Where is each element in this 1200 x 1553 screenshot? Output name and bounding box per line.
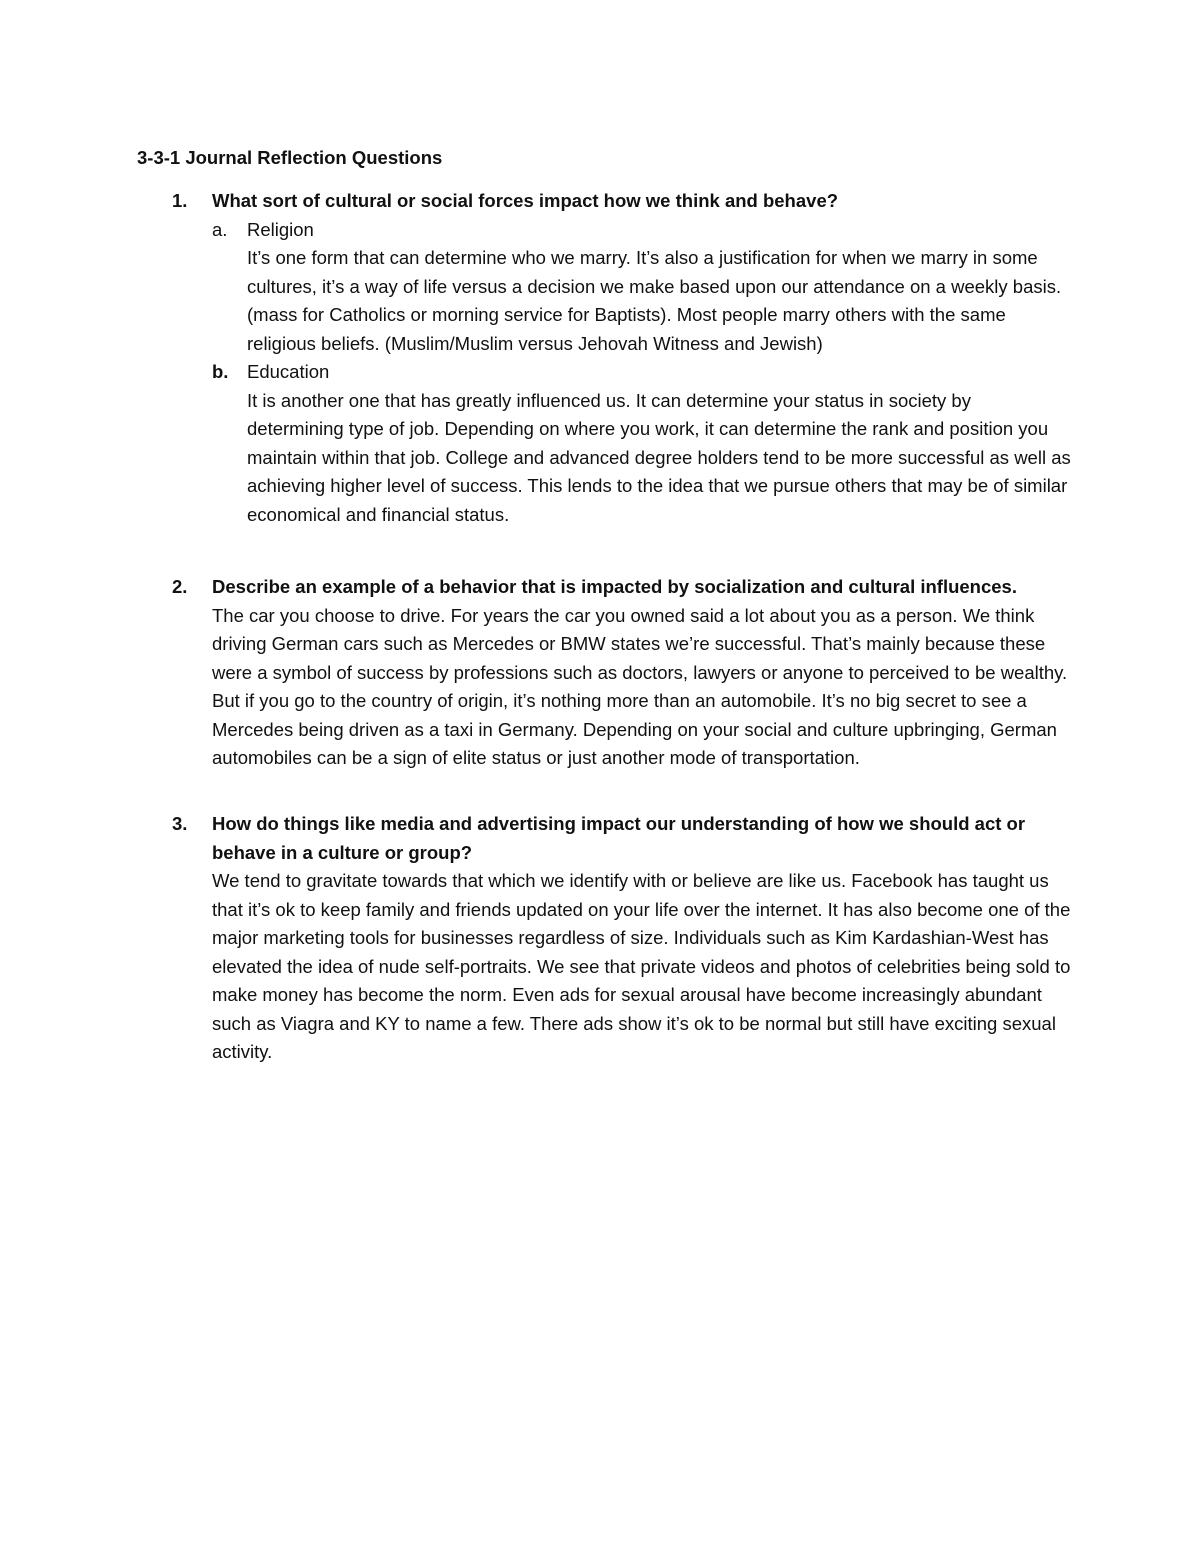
- question-3-answer: We tend to gravitate towards that which we identify with or believe are like us. Facebook has taught us that it’s ok to keep family and friends updated on your life over the internet. It has also become one of the major marketing tools for businesses regardless of size. Individuals such as Kim Kardashian-West has elevated the idea of nude self-portraits. We see that private videos and photos of celebrities being sold to make money has become the norm. Even ads for sexual arousal have become increasingly abundant such as Viagra and KY to name a few. There ads show it’s ok to be normal but still have exciting sexual activity.: [212, 870, 1071, 1062]
- subitem-b-label: Education: [247, 361, 330, 382]
- subitem-b-answer: It is another one that has greatly influenced us. It can determine your status in society by determining type of job. Depending on where you work, it can determine the rank and position you maintain within that job. College and advanced degree holders tend to be more successful as well as achieving higher level of success. This lends to the idea that we pursue others that may be of similar economical and financial status.: [247, 389, 1071, 525]
- question-1-subitem-a: [212, 216, 1072, 359]
- question-3-text: How do things like media and advertising impact our understanding of how we should act or behave in a culture or group?: [212, 813, 1026, 863]
- question-1-subitem-b: [212, 358, 1072, 529]
- document-title: 3-3-1 Journal Reflection Questions: [137, 147, 443, 168]
- subitem-a-marker: a.: [212, 218, 228, 240]
- question-1: [212, 187, 1072, 529]
- question-2: [212, 573, 1082, 773]
- question-2-text: Describe an example of a behavior that is impacted by socialization and cultural influences.: [212, 576, 1017, 597]
- subitem-a-label: Religion: [247, 218, 314, 240]
- subitem-b-marker: b.: [212, 361, 229, 382]
- question-2-answer: The car you choose to drive. For years the car you owned said a lot about you as a person. We think driving German cars such as Mercedes or BMW states we’re successful. That’s mainly because these were a symbol of success by professions such as doctors, lawyers or anyone to perceived to be wealthy. But if you go to the country of origin, it’s nothing more than an automobile. It’s no big secret to see a Mercedes being driven as a taxi in Germany. Depending on your social and culture upbringing, German automobiles can be a sign of elite status or just another mode of transportation.: [212, 604, 1068, 768]
- subitem-a-answer: It’s one form that can determine who we marry. It’s also a justification for when we marry in some cultures, it’s a way of life versus a decision we make based upon our attendance on a weekly basis. (mass for Catholics or morning service for Baptists). Most people marry others with the same religious beliefs. (Muslim/Muslim versus Jehovah Witness and Jewish): [247, 247, 1062, 354]
- question-3-number: 3.: [172, 813, 188, 834]
- question-1-text: What sort of cultural or social forces impact how we think and behave?: [212, 190, 839, 211]
- question-2-number: 2.: [172, 576, 188, 597]
- question-3: [212, 810, 1072, 1067]
- question-1-number: 1.: [172, 190, 188, 211]
